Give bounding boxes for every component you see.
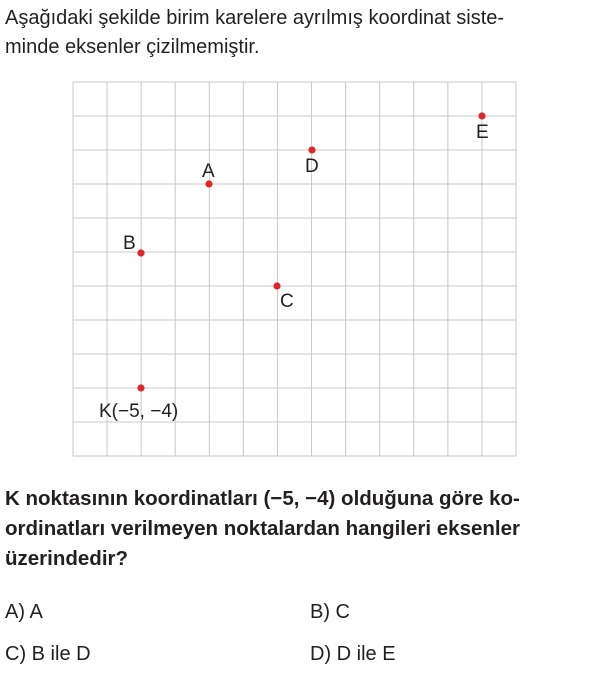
point-b-dot: [137, 249, 144, 256]
question-line-2: ordinatları verilmeyen noktalardan hangileri eksenler: [5, 517, 520, 540]
option-c[interactable]: C) B ile D: [5, 643, 91, 665]
point-k-label: K(−5, −4): [99, 401, 179, 422]
option-b[interactable]: B) C: [310, 601, 350, 623]
question-line-1: K noktasının koordinatları (−5, −4) olduğuna göre ko-: [5, 487, 520, 510]
intro-line-1: Aşağıdaki şekilde birim karelere ayrılmış koordinat siste-: [5, 7, 505, 29]
question-text: [5, 484, 587, 574]
grid-lines: [73, 82, 516, 456]
option-a[interactable]: A) A: [5, 601, 43, 623]
question-line-3: üzerindedir?: [5, 547, 129, 570]
point-c-dot: [273, 282, 280, 289]
point-e-label: E: [476, 122, 489, 143]
point-d-label: D: [305, 156, 319, 177]
point-d-dot: [308, 146, 315, 153]
point-b-label: B: [123, 233, 136, 254]
point-k-dot: [137, 384, 144, 391]
option-d[interactable]: D) D ile E: [310, 643, 396, 665]
intro-line-2: minde eksenler çizilmemiştir.: [5, 36, 260, 58]
point-c-label: C: [280, 291, 294, 312]
point-e-dot: [478, 112, 485, 119]
point-a-label: A: [202, 161, 215, 182]
